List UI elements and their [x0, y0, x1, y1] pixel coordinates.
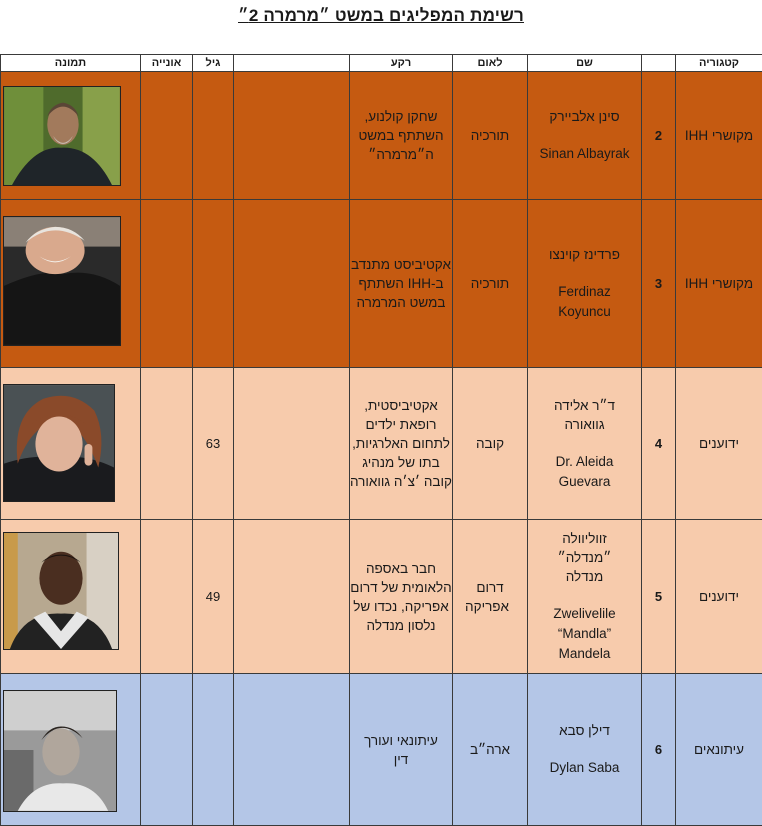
ship-cell	[141, 674, 193, 826]
name-hebrew: דילן סבא	[559, 723, 610, 738]
age-cell: 49	[193, 520, 234, 674]
blank-cell	[234, 520, 350, 674]
photo-cell	[1, 674, 141, 826]
background-cell: חבר באספה הלאומית של דרום אפריקה, נכדו של נלסון מנדלה	[350, 520, 453, 674]
blank-cell	[234, 72, 350, 200]
photo-cell	[1, 520, 141, 674]
age-cell	[193, 200, 234, 368]
ship-cell	[141, 520, 193, 674]
header-category: קטגוריה	[676, 55, 762, 72]
nationality-cell: תורכיה	[453, 200, 528, 368]
header-background: רקע	[350, 55, 453, 72]
name-english: Dylan Saba	[549, 760, 620, 775]
nationality-cell: תורכיה	[453, 72, 528, 200]
name-hebrew: זווליוולה ״מנדלה״ מנדלה	[557, 531, 612, 584]
header-name: שם	[528, 55, 642, 72]
header-number	[642, 55, 676, 72]
category-cell: ידוענים	[676, 368, 762, 520]
background-cell: אקטיביסט מתנדב ב-IHH השתתף במשט המרמרה	[350, 200, 453, 368]
row-number: 3	[642, 200, 676, 368]
background-cell: אקטיביסטית, רופאת ילדים לתחום האלרגיות, בתו של מנהיג קובה ׳צ׳ה גוואורה	[350, 368, 453, 520]
nationality-cell: ארה״ב	[453, 674, 528, 826]
name-english: Ferdinaz Koyuncu	[558, 284, 611, 319]
name-cell	[528, 72, 642, 200]
row-number: 6	[642, 674, 676, 826]
age-cell	[193, 674, 234, 826]
name-english: Sinan Albayrak	[539, 146, 630, 161]
name-cell	[528, 520, 642, 674]
category-cell: מקושרי IHH	[676, 72, 762, 200]
header-blank	[234, 55, 350, 72]
row-number: 4	[642, 368, 676, 520]
age-cell: 63	[193, 368, 234, 520]
passenger-table	[0, 54, 762, 826]
portrait-photo	[3, 532, 119, 650]
background-cell: שחקן קולנוע, השתתף במשט ה״מרמרה״	[350, 72, 453, 200]
table-row	[1, 674, 762, 826]
blank-cell	[234, 368, 350, 520]
portrait-photo	[3, 690, 117, 812]
table-header-row	[1, 55, 762, 72]
photo-cell	[1, 200, 141, 368]
portrait-photo	[3, 216, 121, 346]
ship-cell	[141, 72, 193, 200]
photo-cell	[1, 72, 141, 200]
name-english: Dr. Aleida Guevara	[555, 453, 614, 489]
blank-cell	[234, 674, 350, 826]
row-number: 5	[642, 520, 676, 674]
portrait-photo	[3, 384, 115, 502]
background-cell: עיתונאי ועורך דין	[350, 674, 453, 826]
category-cell: מקושרי IHH	[676, 200, 762, 368]
header-nationality: לאום	[453, 55, 528, 72]
portrait-photo	[3, 86, 121, 186]
name-hebrew: ד״ר אלידה גוואורה	[553, 397, 616, 432]
name-cell	[528, 674, 642, 826]
category-cell: ידוענים	[676, 520, 762, 674]
header-photo: תמונה	[1, 55, 141, 72]
name-hebrew: סינן אלביירק	[549, 109, 620, 124]
table-row	[1, 72, 762, 200]
blank-cell	[234, 200, 350, 368]
row-number: 2	[642, 72, 676, 200]
table-row	[1, 520, 762, 674]
header-ship: אונייה	[141, 55, 193, 72]
name-cell	[528, 200, 642, 368]
age-cell	[193, 72, 234, 200]
nationality-cell: דרום אפריקה	[453, 520, 528, 674]
ship-cell	[141, 368, 193, 520]
name-hebrew: פרדינז קוינצו	[549, 247, 620, 262]
photo-cell	[1, 368, 141, 520]
category-cell: עיתונאים	[676, 674, 762, 826]
name-english: Zwelivelile “Mandla” Mandela	[553, 606, 616, 661]
header-age: גיל	[193, 55, 234, 72]
table-row	[1, 368, 762, 520]
name-cell	[528, 368, 642, 520]
document-title: רשימת המפליגים במשט ״מרמרה 2״	[238, 6, 524, 25]
ship-cell	[141, 200, 193, 368]
table-row	[1, 200, 762, 368]
nationality-cell: קובה	[453, 368, 528, 520]
